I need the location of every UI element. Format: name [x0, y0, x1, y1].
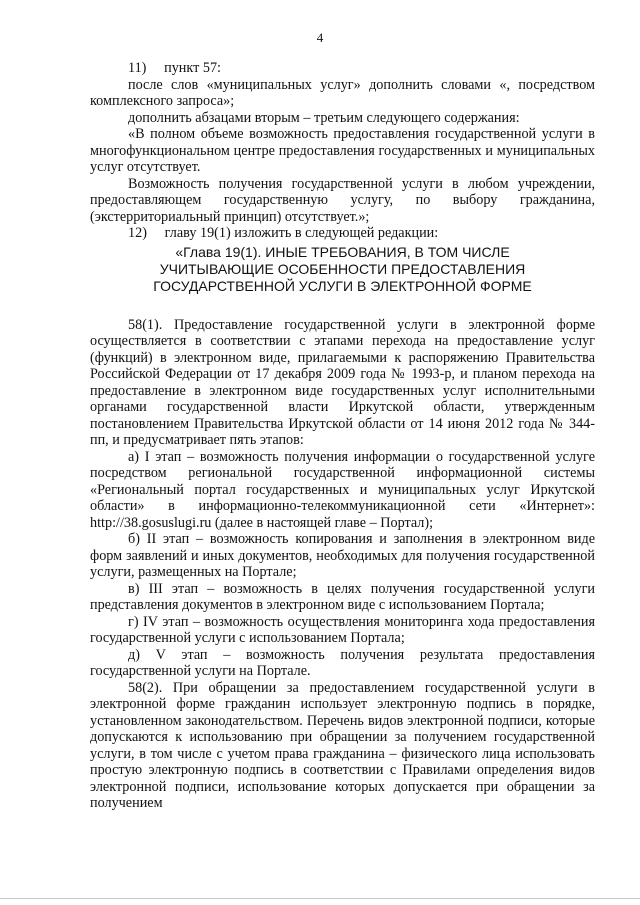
paragraph-58-1: 58(1). Предоставление государственной услуги в электронной форме осуществляется в соответствии с этапами перехода на предоставление услуг (функций) в электронном виде, прилагаемыми к распоряжению Правительства Российской Федерации от 17 декабря 2009 года № 1993-р, и планом перехода на предоставление в электронном виде государственных услуг исполнительными органами государственной власти Иркутской области, утвержденным постановлением Правительства Иркутской области от 14 июня 2012 года № 344-пп, и предусматривает пять этапов:	[90, 316, 595, 448]
paragraph-stage-v: в) III этап – возможность в целях получения государственной услуги представления документов в электронном виде с использованием Портала;	[90, 580, 595, 613]
paragraph-item-11: 11) пункт 57:	[128, 60, 221, 76]
paragraph-stage-g: г) IV этап – возможность осуществления мониторинга хода предоставления государственной услуги с использованием Портала;	[90, 613, 595, 646]
paragraph-add-abzats: дополнить абзацами вторым – третьим следующего содержания:	[128, 109, 520, 126]
paragraph-stage-a: а) I этап – возможность получения информации о государственной услуге посредством региональной государственной информационной системы «Региональный портал государственных и муниципальных услуг Иркутской области» в информационно-телекоммуникационной сети «Интернет»: http://38.gosuslugi.ru (далее в настоящей главе – Портал);	[90, 448, 595, 531]
heading-line: ГОСУДАРСТВЕННОЙ УСЛУГИ В ЭЛЕКТРОННОЙ ФОРМЕ	[153, 277, 532, 294]
page-number: 4	[316, 30, 324, 45]
paragraph-amend-words: после слов «муниципальных услуг» дополнить словами «, посредством комплексного запроса»;	[90, 76, 595, 109]
paragraph-item-12: 12) главу 19(1) изложить в следующей редакции:	[128, 225, 439, 241]
paragraph-stage-b: б) II этап – возможность копирования и заполнения в электронном виде форм заявлений и иных документов, необходимых для получения государственной услуги, размещенных на Портале;	[90, 531, 595, 580]
paragraph-mfc: «В полном объеме возможность предоставления государственной услуги в многофункциональном центре предоставления государственных и муниципальных услуг отсутствует.	[90, 126, 595, 175]
paragraph-58-2: 58(2). При обращении за предоставлением государственной услуги в электронной форме гражданин использует электронную подпись в порядке, установленном законодательством. Перечень видов электронной подписи, которые допускаются к использованию при обращении за получением государственной услуги, в том числе с учетом права гражданина – физического лица использовать простую электронную подпись в соответствии с Правилами определения видов электронной подписи, использование которых допускается при обращении за получением	[90, 679, 595, 811]
document-body	[90, 60, 595, 812]
heading-line: УЧИТЫВАЮЩИЕ ОСОБЕННОСТИ ПРЕДОСТАВЛЕНИЯ	[159, 260, 526, 277]
chapter-heading	[90, 244, 595, 295]
heading-line: «Глава 19(1). ИНЫЕ ТРЕБОВАНИЯ, В ТОМ ЧИСЛЕ	[175, 243, 510, 260]
paragraph-extraterritorial: Возможность получения государственной услуги в любом учреждении, предоставляющем государственную услугу, по выбору гражданина, (экстерриториальный принцип) отсутствует.»;	[90, 175, 595, 225]
paragraph-stage-d: д) V этап – возможность получения результата предоставления государственной услуги на Портале.	[90, 646, 595, 679]
footer-divider	[0, 898, 640, 899]
